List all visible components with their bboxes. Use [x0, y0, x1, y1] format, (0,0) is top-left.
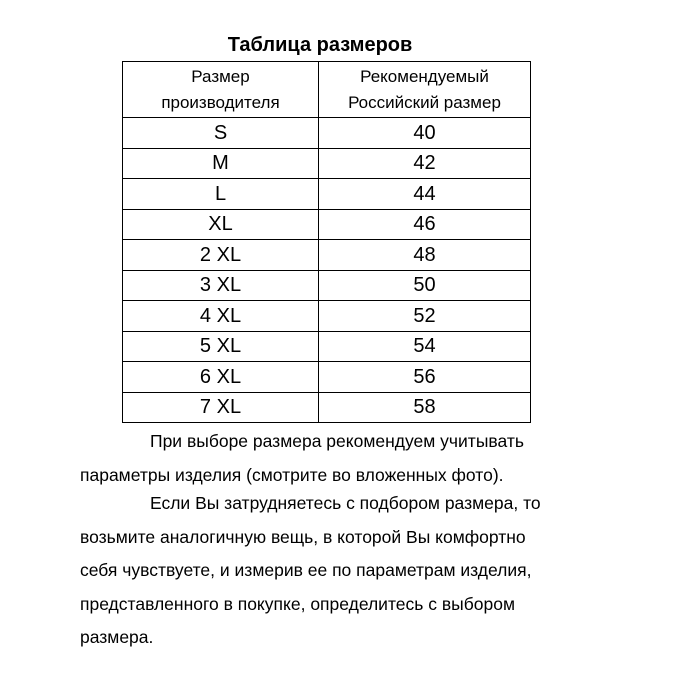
- manufacturer-size-cell: 2 XL: [123, 240, 319, 271]
- paragraph-line: себя чувствуете, и измерив ее по параметрам изделия,: [80, 560, 532, 580]
- size-table: [122, 61, 531, 423]
- table-row: [123, 362, 531, 393]
- table-row: [123, 118, 531, 149]
- table-row: [123, 301, 531, 332]
- paragraph-line: представленного в покупке, определитесь с выбором: [80, 593, 515, 614]
- russian-size-cell: 42: [319, 148, 531, 179]
- header-manufacturer-line2: производителя: [161, 92, 280, 112]
- header-manufacturer-size: [123, 62, 319, 118]
- russian-size-cell: 50: [319, 270, 531, 301]
- size-advice-paragraph: [80, 425, 620, 492]
- manufacturer-size-cell: 3 XL: [123, 270, 319, 301]
- table-row: [123, 270, 531, 301]
- manufacturer-size-cell: M: [123, 148, 319, 179]
- manufacturer-size-cell: 5 XL: [123, 331, 319, 362]
- table-row: [123, 209, 531, 240]
- paragraph-line: При выборе размера рекомендуем учитывать: [150, 431, 524, 451]
- page-title: Таблица размеров: [227, 34, 413, 56]
- table-row: [123, 148, 531, 179]
- header-russian-size: [319, 62, 531, 118]
- paragraph-line: возьмите аналогичную вещь, в которой Вы комфортно: [80, 526, 526, 547]
- paragraph-line: параметры изделия (смотрите во вложенных фото).: [80, 464, 504, 485]
- paragraph-line: размера.: [80, 627, 154, 647]
- table-row: [123, 392, 531, 423]
- russian-size-cell: 40: [319, 118, 531, 149]
- table-header-row: [123, 62, 531, 118]
- russian-size-cell: 56: [319, 362, 531, 393]
- manufacturer-size-cell: L: [123, 179, 319, 210]
- table-row: [123, 240, 531, 271]
- russian-size-cell: 48: [319, 240, 531, 271]
- manufacturer-size-cell: 7 XL: [123, 392, 319, 423]
- russian-size-cell: 58: [319, 392, 531, 423]
- table-row: [123, 179, 531, 210]
- manufacturer-size-cell: 4 XL: [123, 301, 319, 332]
- russian-size-cell: 52: [319, 301, 531, 332]
- size-help-paragraph: [80, 487, 620, 655]
- table-row: [123, 331, 531, 362]
- manufacturer-size-cell: 6 XL: [123, 362, 319, 393]
- header-russian-line1: Рекомендуемый: [360, 66, 489, 86]
- russian-size-cell: 44: [319, 179, 531, 210]
- header-russian-line2: Российский размер: [348, 92, 501, 112]
- header-manufacturer-line1: Размер: [191, 66, 250, 86]
- manufacturer-size-cell: XL: [123, 209, 319, 240]
- paragraph-line: Если Вы затрудняетесь с подбором размера, то: [150, 493, 541, 513]
- russian-size-cell: 46: [319, 209, 531, 240]
- manufacturer-size-cell: S: [123, 118, 319, 149]
- russian-size-cell: 54: [319, 331, 531, 362]
